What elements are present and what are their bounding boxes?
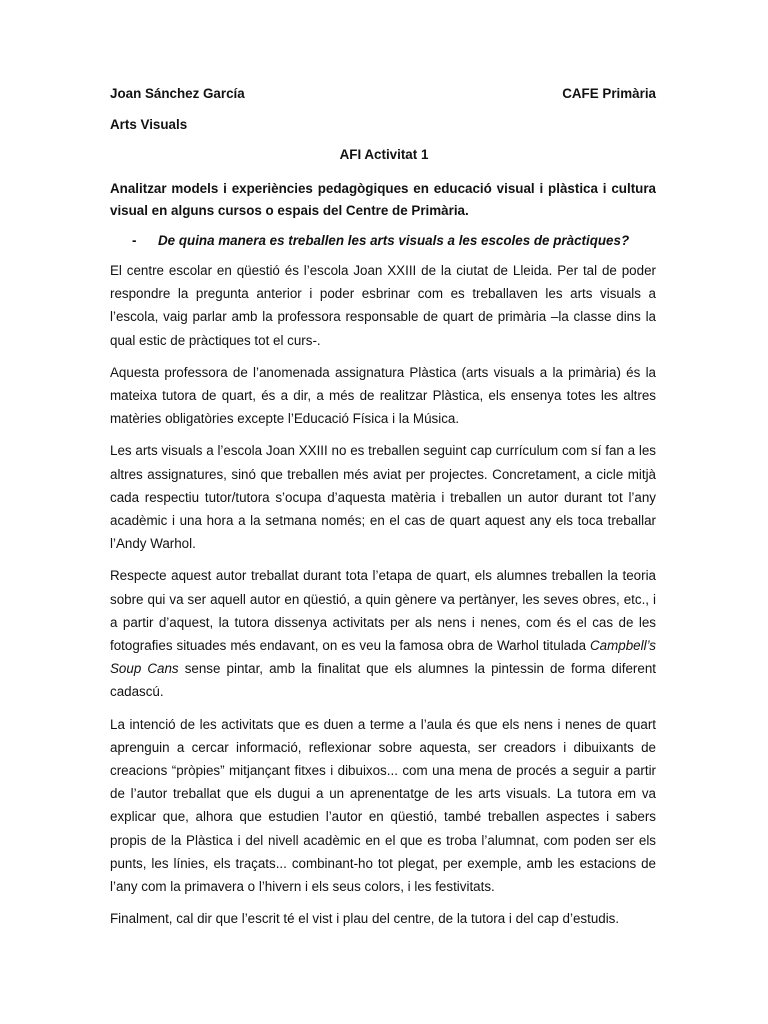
paragraph-curriculum: Les arts visuals a l’escola Joan XXIII no es treballen seguint cap currículum com sí fan a les altres assignatures, sinó que treballen més aviat per projectes. Concretament, a cicle mitjà cada respectiu tutor/tutora s’ocupa d’aquesta matèria i treballen un autor durant tot l’any acadèmic i una hora a la setmana només; en el cas de quart aquest any els toca treballar l’Andy Warhol. (110, 443, 656, 552)
page-title: AFI Activitat 1 (339, 147, 429, 162)
question-text: De quina manera es treballen les arts visuals a les escoles de pràctiques? (158, 233, 630, 248)
question-bullet: - (132, 233, 137, 248)
paragraph-school: El centre escolar en qüestió és l’escola Joan XXIII de la ciutat de Lleida. Per tal de poder respondre la pregunta anterior i poder esbrinar com es treballaven les arts visuals a l’escola, vaig parlar amb la professora responsable de quart de primària –la classe dins la qual estic de pràctiques tot el curs-. (110, 263, 656, 348)
course-name: CAFE Primària (562, 86, 656, 101)
document-header (110, 86, 656, 101)
subject-label: Arts Visuals (110, 117, 188, 132)
paragraph-warhol (110, 564, 656, 703)
document-body (110, 259, 656, 930)
paragraph-teacher: Aquesta professora de l’anomenada assignatura Plàstica (arts visuals a la primària) és la mateixa tutora de quart, és a dir, a més de realitzar Plàstica, els ensenya totes les altres matèries obligatòries excepte l’Educació Física i la Música. (110, 364, 656, 427)
activity-intro: Analitzar models i experiències pedagògiques en educació visual i plàstica i cultura visual en alguns cursos o espais del Centre de Primària. (110, 181, 656, 218)
author-name: Joan Sánchez García (110, 86, 245, 101)
paragraph-warhol-after: sense pintar, amb la finalitat que els alumnes la pintessin de forma diferent cadascú. (110, 661, 656, 700)
artwork-title: Campbell’s Soup Cans (110, 638, 656, 677)
paragraph-final: Finalment, cal dir que l’escrit té el vist i plau del centre, de la tutora i del cap d’estudis. (110, 911, 620, 927)
paragraph-activities: La intenció de les activitats que es duen a terme a l’aula és que els nens i nenes de quart aprenguin a cercar informació, reflexionar sobre aquesta, ser creadors i dibuixants de creacions “pròpies” mitjançant fitxes i dibuixos... com una mena de procés a seguir a partir de l’autor treballat que els dugui a un aprenentatge de les arts visuals. La tutora em va explicar que, alhora que estudien l’autor en qüestió, també treballen aspectes i sabers propis de la Plàstica i del nivell acadèmic en el que es troba l’alumnat, com poden ser els punts, les línies, els traçats... combinant-ho tot plegat, per exemple, amb les estacions de l’any com la primavera o l’hivern i els seus colors, i les festivitats. (110, 716, 656, 895)
guiding-question (132, 230, 656, 252)
paragraph-warhol-before: Respecte aquest autor treballat durant tota l’etapa de quart, els alumnes treballen la teoria sobre qui va ser aquell autor en qüestió, a quin gènere va pertànyer, les seves obres, etc., i a partir d’aquest, la tutora dissenya activitats per als nens i nenes, com és el cas de les fotografies situades més endavant, on es veu la famosa obra de Warhol titulada (110, 568, 656, 654)
